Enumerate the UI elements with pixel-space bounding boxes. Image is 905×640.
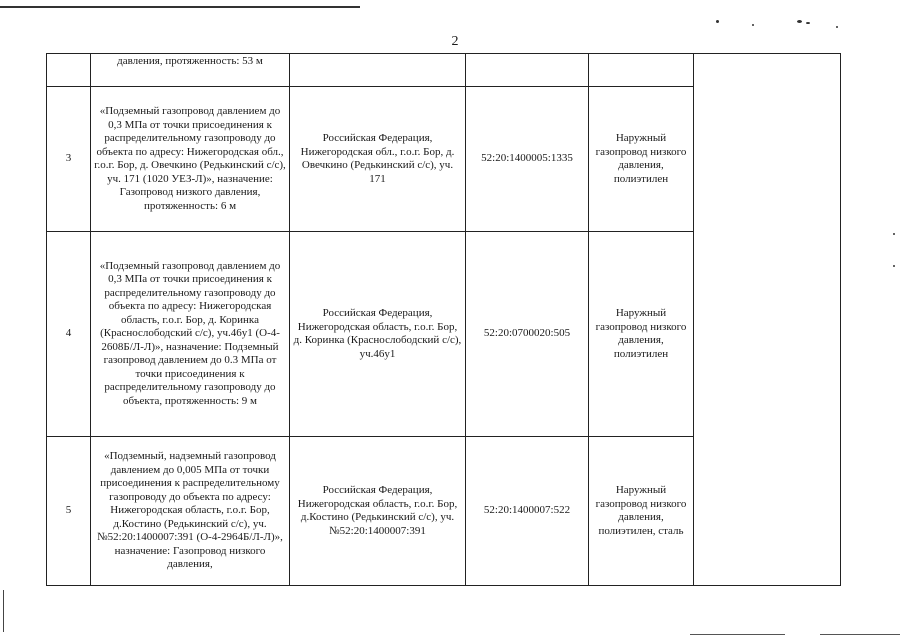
- object-type: Наружный газопровод низкого давления, полиэтилен: [589, 87, 694, 232]
- scan-artifact-margin-line: [3, 590, 4, 632]
- scan-artifact-top-rule: [0, 6, 360, 8]
- object-address: Российская Федерация, Нижегородская область, г.о.г. Бор, д. Коринка (Краснослободский с/с), уч.46у1: [290, 232, 466, 437]
- object-address: [290, 54, 466, 87]
- object-description: давления, протяженность: 53 м: [91, 54, 290, 87]
- object-description: «Подземный, надземный газопровод давлением до 0,005 МПа от точки присоединения к распределительному газопроводу до объекта по адресу: Нижегородская область, г.о.г. Бор, д.Костино (Редькинский с/с), уч.№52:20:1400007:391 (О-4-2964Б/Л-Л)», назначение: Газопровод низкого давления,: [91, 437, 290, 586]
- row-number: 4: [47, 232, 91, 437]
- object-description: «Подземный газопровод давлением до 0,3 МПа от точки присоединения к распределительному газопроводу до объекта по адресу: Нижегородская область, г.о.г. Бор, д. Коринка (Краснослободский с/с), уч.46у1 (О-4-2608Б/Л-Л)», назначение: Подземный газопровод давлением до 0.3 МПа от точки присоединения к распределительному газопроводу до объекта, протяженность: 9 м: [91, 232, 290, 437]
- scan-artifact-dot: [836, 26, 838, 28]
- scan-artifact-dot: [893, 265, 895, 267]
- scan-artifact-dot: [797, 20, 802, 23]
- scan-artifact-dot: [893, 233, 895, 235]
- object-address: Российская Федерация, Нижегородская обл., г.о.г. Бор, д. Овечкино (Редькинский с/с), уч. 171: [290, 87, 466, 232]
- cadastral-number: 52:20:0700020:505: [466, 232, 589, 437]
- row-number: 5: [47, 437, 91, 586]
- scan-artifact-bottom-rule: [820, 634, 900, 635]
- scan-artifact-dot: [806, 22, 810, 24]
- object-type: [589, 54, 694, 87]
- row-number: [47, 54, 91, 87]
- cadastral-number: [466, 54, 589, 87]
- object-type: Наружный газопровод низкого давления, полиэтилен, сталь: [589, 437, 694, 586]
- scan-artifact-dot: [752, 24, 754, 26]
- page-number: 2: [451, 34, 459, 49]
- row-number: 3: [47, 87, 91, 232]
- table-row: [47, 54, 841, 87]
- cadastral-number: 52:20:1400005:1335: [466, 87, 589, 232]
- cadastral-number: 52:20:1400007:522: [466, 437, 589, 586]
- empty-column: [694, 54, 841, 586]
- property-table: [46, 53, 841, 586]
- scan-artifact-dot: [716, 20, 719, 23]
- scan-artifact-bottom-rule: [690, 634, 785, 635]
- object-description: «Подземный газопровод давлением до 0,3 МПа от точки присоединения к распределительному газопроводу до объекта по адресу: Нижегородская обл., г.о.г. Бор, д. Овечкино (Редькинский с/с), уч. 171 (1020 УЕЗ-Л)», назначение: Газопровод низкого давления, протяженность: 6 м: [91, 87, 290, 232]
- object-address: Российская Федерация, Нижегородская область, г.о.г. Бор, д.Костино (Редькинский с/с), уч.№52:20:1400007:391: [290, 437, 466, 586]
- object-type: Наружный газопровод низкого давления, полиэтилен: [589, 232, 694, 437]
